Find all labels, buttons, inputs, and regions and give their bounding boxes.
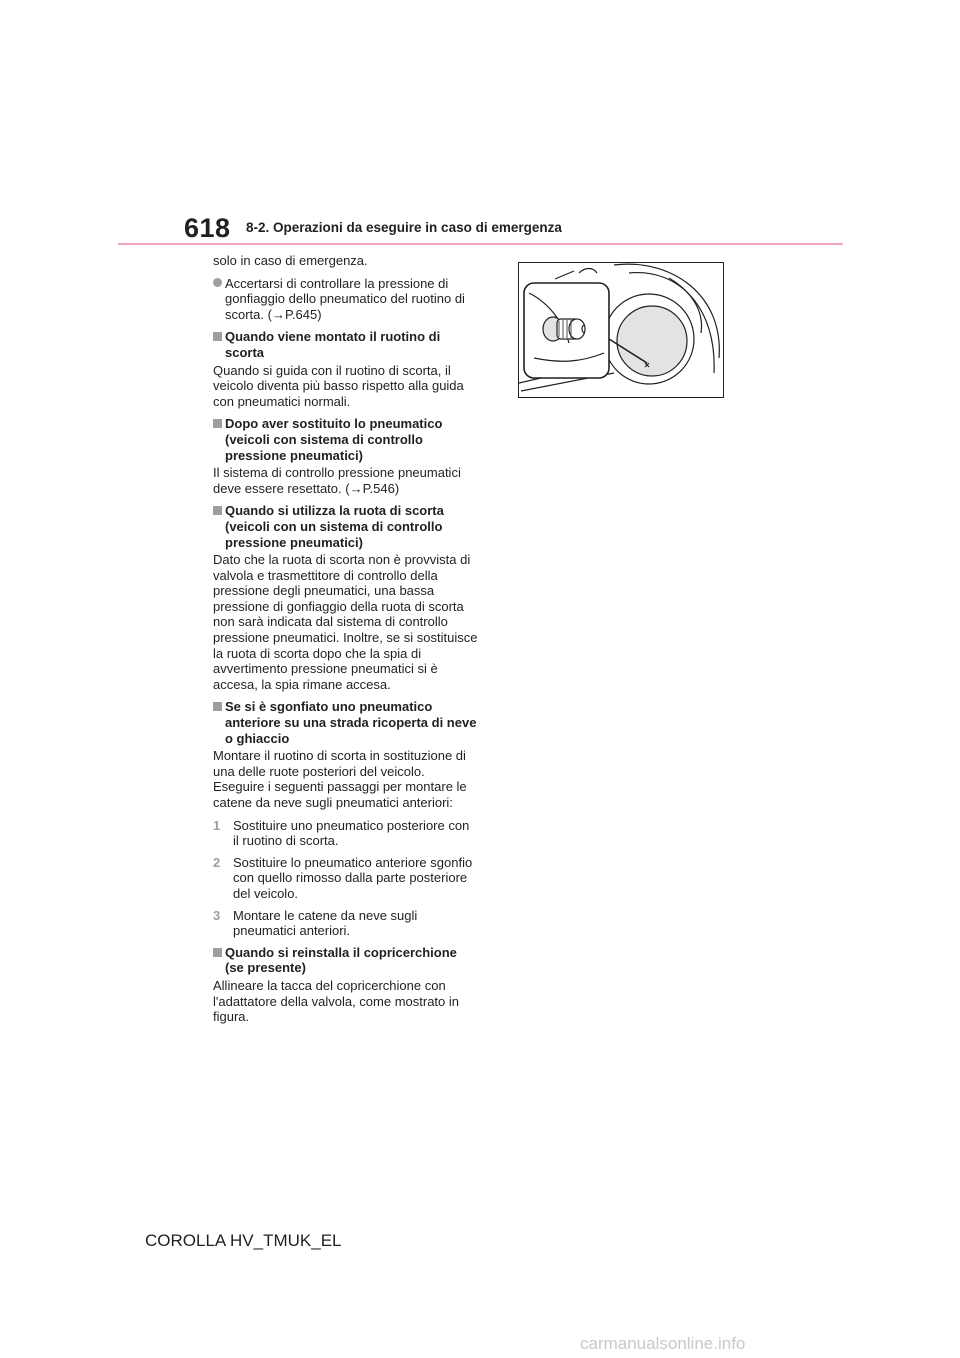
heading-text: Se si è sgonfiato uno pneumatico anteriore su una strada ricoperta di neve o ghiaccio <box>225 699 477 746</box>
section-heading <box>213 329 478 360</box>
heading-text: Dopo aver sostituito lo pneumatico (veicoli con sistema di controllo pressione pneumatici) <box>225 416 443 463</box>
watermark: carmanualsonline.info <box>580 1334 746 1353</box>
bullet-text: Accertarsi di controllare la pressione di gonfiaggio dello pneumatico del ruotino di scorta. (→P.645) <box>225 275 465 322</box>
header-divider <box>118 243 843 245</box>
section-heading <box>213 416 478 463</box>
heading-text: Quando si utilizza la ruota di scorta (veicoli con un sistema di controllo pressione pneumatici) <box>225 503 444 550</box>
wheel-cap-illustration <box>518 262 724 398</box>
footer-model: COROLLA HV_TMUK_EL <box>145 1231 342 1250</box>
paragraph: Quando si guida con il ruotino di scorta, il veicolo diventa più basso rispetto alla guida con pneumatici normali. <box>213 362 464 409</box>
paragraph: Montare il ruotino di scorta in sostituzione di una delle ruote posteriori del veicolo. Eseguire i seguenti passaggi per montare le catene da neve sugli pneumatici anteriori: <box>213 748 467 810</box>
square-marker-icon <box>213 702 222 711</box>
step-number: 2 <box>213 854 221 870</box>
step-text: Montare le catene da neve sugli pneumatici anteriori. <box>233 907 418 939</box>
section-heading <box>213 503 478 550</box>
section-heading <box>213 699 478 746</box>
continued-line: solo in caso di emergenza. <box>213 253 368 268</box>
bullet-item <box>213 276 478 323</box>
square-marker-icon <box>213 948 222 957</box>
valve-adapter-figure <box>519 263 723 397</box>
bullet-dot-icon <box>213 278 222 287</box>
heading-text: Quando si reinstalla il copricerchione (se presente) <box>225 944 457 976</box>
heading-text: Quando viene montato il ruotino di scorta <box>225 329 441 360</box>
square-marker-icon <box>213 419 222 428</box>
paragraph: Dato che la ruota di scorta non è provvista di valvola e trasmettitore di controllo della pressione degli pneumatici, una bassa pressione di gonfiaggio della ruota di scorta non sarà indicata dal sistema di controllo pressione pneumatici. Inoltre, se si sostituisce la ruota di scorta dopo che la spia di avvertimento pressione pneumatici si è accesa, la spia rimane accesa. <box>213 552 478 692</box>
paragraph: Il sistema di controllo pressione pneumatici deve essere resettato. (→P.546) <box>213 465 461 496</box>
square-marker-icon <box>213 506 222 515</box>
square-marker-icon <box>213 332 222 341</box>
section-title: 8-2. Operazioni da eseguire in caso di emergenza <box>246 220 562 235</box>
step-number: 1 <box>213 817 221 833</box>
step-item <box>213 855 478 902</box>
step-text: Sostituire uno pneumatico posteriore con il ruotino di scorta. <box>233 817 470 849</box>
step-item <box>213 908 478 939</box>
page-number: 618 <box>184 213 231 243</box>
paragraph: Allineare la tacca del copricerchione con l'adattatore della valvola, come mostrato in figura. <box>213 977 459 1025</box>
step-text: Sostituire lo pneumatico anteriore sgonfio con quello rimosso dalla parte posteriore del veicolo. <box>233 854 473 901</box>
section-heading <box>213 945 478 976</box>
text-column <box>213 253 478 1032</box>
step-number: 3 <box>213 907 221 923</box>
step-item <box>213 818 478 849</box>
